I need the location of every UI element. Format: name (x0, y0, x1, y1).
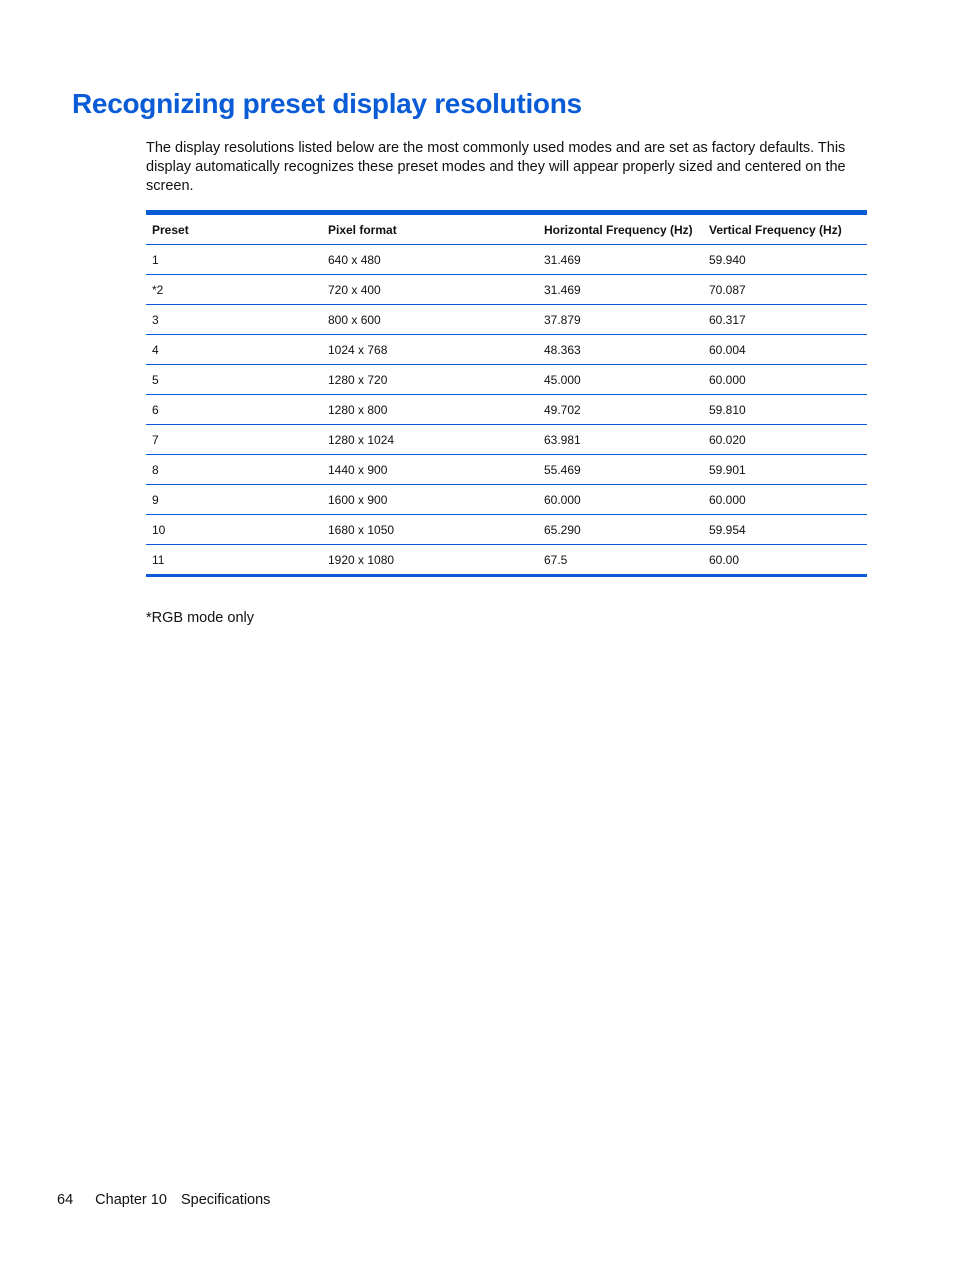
cell-horizontal-frequency: 37.879 (538, 305, 703, 335)
cell-preset: 5 (146, 365, 322, 395)
cell-horizontal-frequency: 31.469 (538, 275, 703, 305)
cell-preset: 6 (146, 395, 322, 425)
table-header-row (146, 215, 867, 245)
cell-pixel-format: 1680 x 1050 (322, 515, 538, 545)
cell-vertical-frequency: 59.810 (703, 395, 867, 425)
cell-horizontal-frequency: 67.5 (544, 552, 568, 567)
cell-preset: 3 (146, 305, 322, 335)
cell-vertical-frequency: 60.000 (703, 365, 867, 395)
page-title: Recognizing preset display resolutions (72, 88, 582, 119)
cell-pixel-format: 1280 x 720 (322, 365, 538, 395)
header-pixel-format: Pixel format (322, 215, 538, 245)
cell-vertical-frequency: 60.020 (703, 425, 867, 455)
cell-vertical-frequency: 59.954 (703, 515, 867, 545)
page-number: 64 (57, 1192, 74, 1208)
cell-pixel-format: 640 x 480 (322, 245, 538, 275)
table-row (146, 395, 867, 425)
cell-preset: *2 (146, 275, 322, 305)
table-row (146, 455, 867, 485)
cell-preset: 11 (152, 552, 165, 567)
cell-pixel-format: 1440 x 900 (322, 455, 538, 485)
cell-horizontal-frequency: 48.363 (538, 335, 703, 365)
table-row (146, 425, 867, 455)
table-row (146, 515, 867, 545)
table-row (146, 545, 867, 575)
table-row (146, 335, 867, 365)
intro-paragraph: The display resolutions listed below are the most commonly used modes and are set as factory defaults. This display automatically recognizes these preset modes and they will appear properly sized and centered on the screen. (146, 140, 846, 194)
header-vertical-frequency: Vertical Frequency (Hz) (703, 215, 867, 245)
header-horizontal-frequency: Horizontal Frequency (Hz) (538, 215, 703, 245)
cell-vertical-frequency: 60.317 (703, 305, 867, 335)
header-preset: Preset (146, 215, 322, 245)
cell-preset: 8 (146, 455, 322, 485)
cell-pixel-format: 720 x 400 (322, 275, 538, 305)
cell-vertical-frequency: 59.901 (703, 455, 867, 485)
cell-preset: 7 (146, 425, 322, 455)
section-label: Specifications (180, 1192, 271, 1208)
chapter-label: Chapter 10 (95, 1192, 167, 1208)
table-row (146, 305, 867, 335)
cell-vertical-frequency: 60.000 (703, 485, 867, 515)
cell-vertical-frequency: 70.087 (703, 275, 867, 305)
cell-pixel-format: 1280 x 800 (322, 395, 538, 425)
cell-vertical-frequency: 59.940 (703, 245, 867, 275)
cell-pixel-format: 1600 x 900 (322, 485, 538, 515)
cell-vertical-frequency: 60.004 (703, 335, 867, 365)
resolutions-table (146, 215, 867, 574)
cell-horizontal-frequency: 60.000 (538, 485, 703, 515)
page-footer (57, 1192, 270, 1208)
cell-horizontal-frequency: 49.702 (538, 395, 703, 425)
cell-pixel-format: 800 x 600 (322, 305, 538, 335)
cell-pixel-format: 1280 x 1024 (322, 425, 538, 455)
cell-horizontal-frequency: 55.469 (538, 455, 703, 485)
table-row (146, 275, 867, 305)
cell-preset: 1 (146, 245, 322, 275)
cell-preset: 10 (146, 515, 322, 545)
cell-pixel-format: 1024 x 768 (322, 335, 538, 365)
preset-resolutions-table (146, 210, 867, 577)
cell-pixel-format: 1920 x 1080 (328, 552, 395, 567)
cell-preset: 9 (146, 485, 322, 515)
table-row (146, 365, 867, 395)
table-row (146, 245, 867, 275)
cell-horizontal-frequency: 45.000 (538, 365, 703, 395)
cell-horizontal-frequency: 31.469 (538, 245, 703, 275)
cell-horizontal-frequency: 65.290 (538, 515, 703, 545)
cell-preset: 4 (146, 335, 322, 365)
footnote: *RGB mode only (146, 610, 254, 626)
table-row (146, 485, 867, 515)
cell-vertical-frequency: 60.00 (709, 552, 740, 567)
cell-horizontal-frequency: 63.981 (538, 425, 703, 455)
